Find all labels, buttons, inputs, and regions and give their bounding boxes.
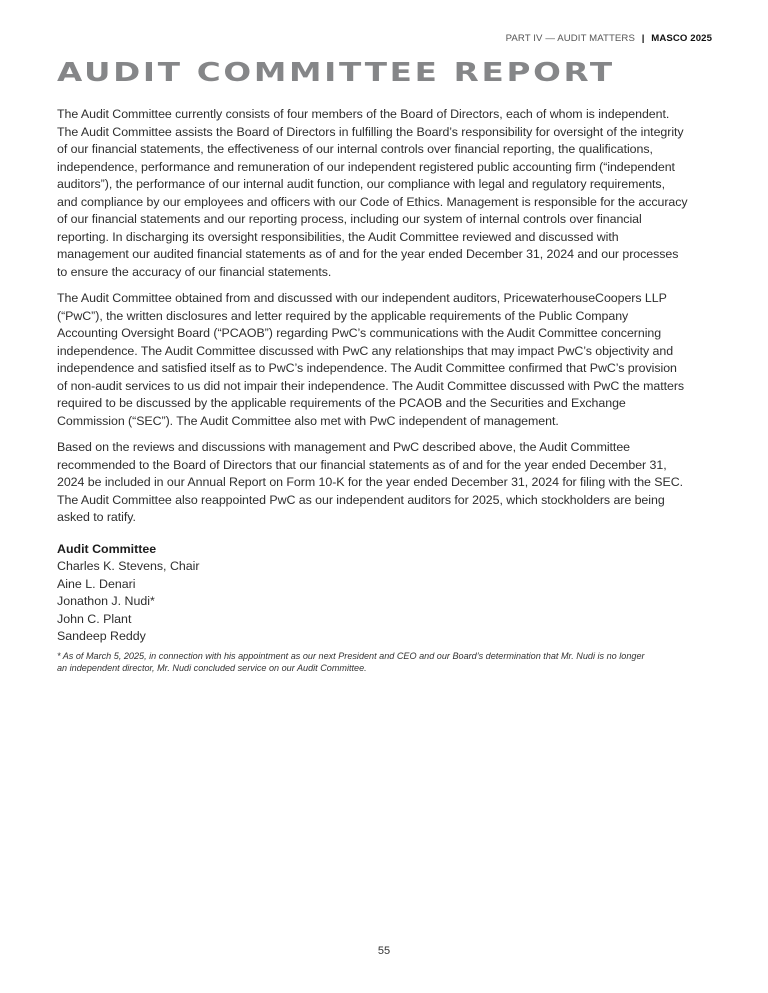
text-line: The Audit Committee assists the Board of Directors in fulfilling the Board’s responsibility for oversight of the integrity [57,124,684,139]
text-line: (“PwC”), the written disclosures and letter required by the applicable requirements of the Public Company [57,308,629,323]
text-line: independence and satisfied itself as to PwC’s independence. The Audit Committee confirmed that PwC’s provision [57,361,677,375]
text-line: asked to ratify. [57,510,136,524]
committee-member: John C. Plant [57,611,132,626]
committee-heading: Audit Committee [57,541,157,556]
text-line: and compliance by our employees and officers with our Code of Ethics. Management is responsible for the accuracy [57,194,688,209]
committee-signature-block [57,541,717,646]
paragraph-committee-role [57,106,717,281]
footnote [57,650,717,675]
text-line: auditors”), the performance of our internal audit function, our compliance with legal and regulatory requirements, [57,177,665,191]
text-line: Accounting Oversight Board (“PCAOB”) regarding PwC’s communications with the Audit Committee concerning [57,326,662,340]
text-line: management our audited financial statements as of and for the year ended December 31, 2024 and our processes [57,247,679,261]
paragraph-recommendation [57,439,717,527]
text-line: recommended to the Board of Directors that our financial statements as of and for the year ended December 31, [57,457,667,472]
text-line: The Audit Committee obtained from and discussed with our independent auditors, PricewaterhouseCoopers LLP [57,291,667,305]
report-body [57,106,717,675]
footnote-line: * As of March 5, 2025, in connection with his appointment as our next President and CEO and our Board’s determination that Mr. Nudi is no longer [57,650,645,661]
text-line: independence, performance and remuneration of our independent registered public accounting firm (“independent [57,159,675,174]
paragraph-auditor-independence [57,290,717,430]
page-title: AUDIT COMMITTEE REPORT [57,58,615,88]
committee-member: Sandeep Reddy [57,629,146,643]
committee-member: Jonathon J. Nudi* [57,594,155,608]
text-line: of our financial statements and our reporting process, including our system of internal controls over financial [57,212,642,226]
committee-member: Aine L. Denari [57,576,136,591]
text-line: reporting. In discharging its oversight responsibilities, the Audit Committee reviewed and discussed with [57,229,619,244]
section-label: PART IV — AUDIT MATTERS [505,33,635,44]
header-separator: | [641,33,645,44]
text-line: The Audit Committee also reappointed PwC as our independent auditors for 2025, which stockholders are being [57,492,665,507]
text-line: The Audit Committee currently consists of four members of the Board of Directors, each of whom is independent. [57,107,670,121]
text-line: of our financial statements, the effectiveness of our internal controls over financial reporting, the qualifications, [57,142,653,156]
text-line: independence. The Audit Committee discussed with PwC any relationships that may impact PwC’s objectivity and [57,343,674,358]
text-line: Based on the reviews and discussions with management and PwC described above, the Audit Committee [57,440,631,454]
text-line: required to be discussed by the applicable requirements of the PCAOB and the Securities and Exchange [57,396,626,410]
running-header [506,33,712,44]
committee-member: Charles K. Stevens, Chair [57,559,200,573]
page-number: 55 [377,945,391,957]
footnote-line: an independent director, Mr. Nudi concluded service on our Audit Committee. [57,663,367,674]
text-line: of non-audit services to us did not impair their independence. The Audit Committee discussed with PwC the matters [57,378,685,393]
brand-label: MASCO 2025 [651,33,712,44]
text-line: Commission (“SEC”). The Audit Committee also met with PwC independent of management. [57,413,559,428]
text-line: to ensure the accuracy of our financial statements. [57,264,332,279]
text-line: 2024 be included in our Annual Report on Form 10-K for the year ended December 31, 2024 for filing with the SEC. [57,475,684,489]
